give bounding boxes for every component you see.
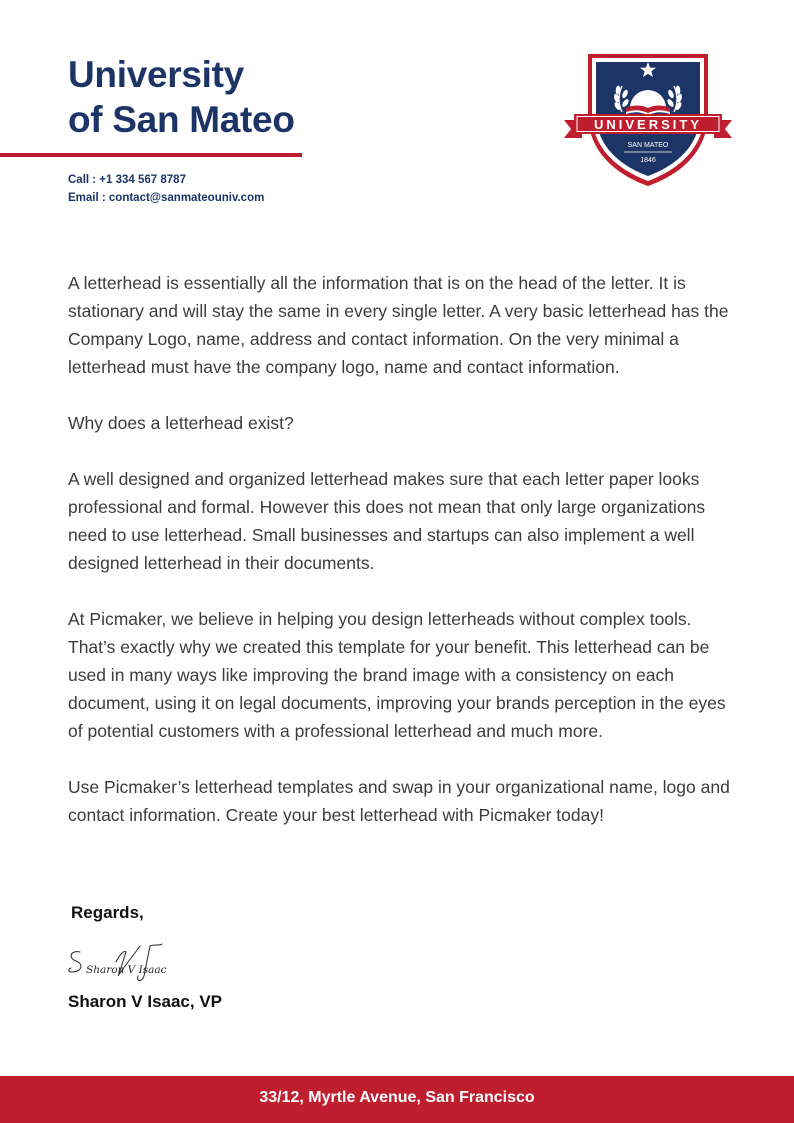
header-divider — [0, 153, 302, 157]
body-paragraph-2: Why does a letterhead exist? — [68, 413, 294, 433]
body-paragraph-3: A well designed and organized letterhead makes sure that each letter paper looks professional and formal. However this does not mean that only large organizations need to use letterhead. Small businesses and startups can also implement a well designed letterhead in their documents. — [68, 469, 706, 573]
crest-subtitle: SAN MATEO — [627, 142, 669, 149]
handwritten-signature — [66, 942, 196, 988]
closing-regards: Regards, — [71, 903, 144, 922]
crest-year: 1846 — [640, 157, 656, 164]
letter-body — [68, 269, 736, 857]
university-name-line2: of San Mateo — [68, 99, 295, 140]
contact-block — [68, 171, 264, 207]
body-paragraph-1: A letterhead is essentially all the information that is on the head of the letter. It is stationary and will stay the same in every single letter. A very basic letterhead has the Company Logo, name, address and contact information. On the very minimal a letterhead must have the company logo, name and contact information. — [68, 273, 729, 377]
contact-email: Email : contact@sanmateouniv.com — [68, 192, 265, 204]
footer-bar — [0, 1076, 794, 1123]
university-name — [68, 52, 295, 142]
contact-phone: Call : +1 334 567 8787 — [68, 174, 186, 186]
body-paragraph-5: Use Picmaker’s letterhead templates and swap in your organizational name, logo and contact information. Create your best letterhead with Picmaker today! — [68, 777, 730, 825]
body-paragraph-4: At Picmaker, we believe in helping you design letterheads without complex tools. That’s exactly why we created this template for your benefit. This letterhead can be used in many ways like improving the brand image with a consistency on each document, using it on legal documents, improving your brands perception in the eyes of potential customers with a professional letterhead and much more. — [68, 609, 726, 741]
university-crest-logo — [562, 48, 734, 188]
ribbon-text: UNIVERSITY — [593, 117, 703, 132]
footer-address: 33/12, Myrtle Avenue, San Francisco — [259, 1089, 535, 1106]
signer-name: Sharon V Isaac, VP — [68, 992, 223, 1011]
university-name-line1: University — [68, 54, 244, 95]
signature-text: Sharon V Isaac — [86, 964, 167, 976]
